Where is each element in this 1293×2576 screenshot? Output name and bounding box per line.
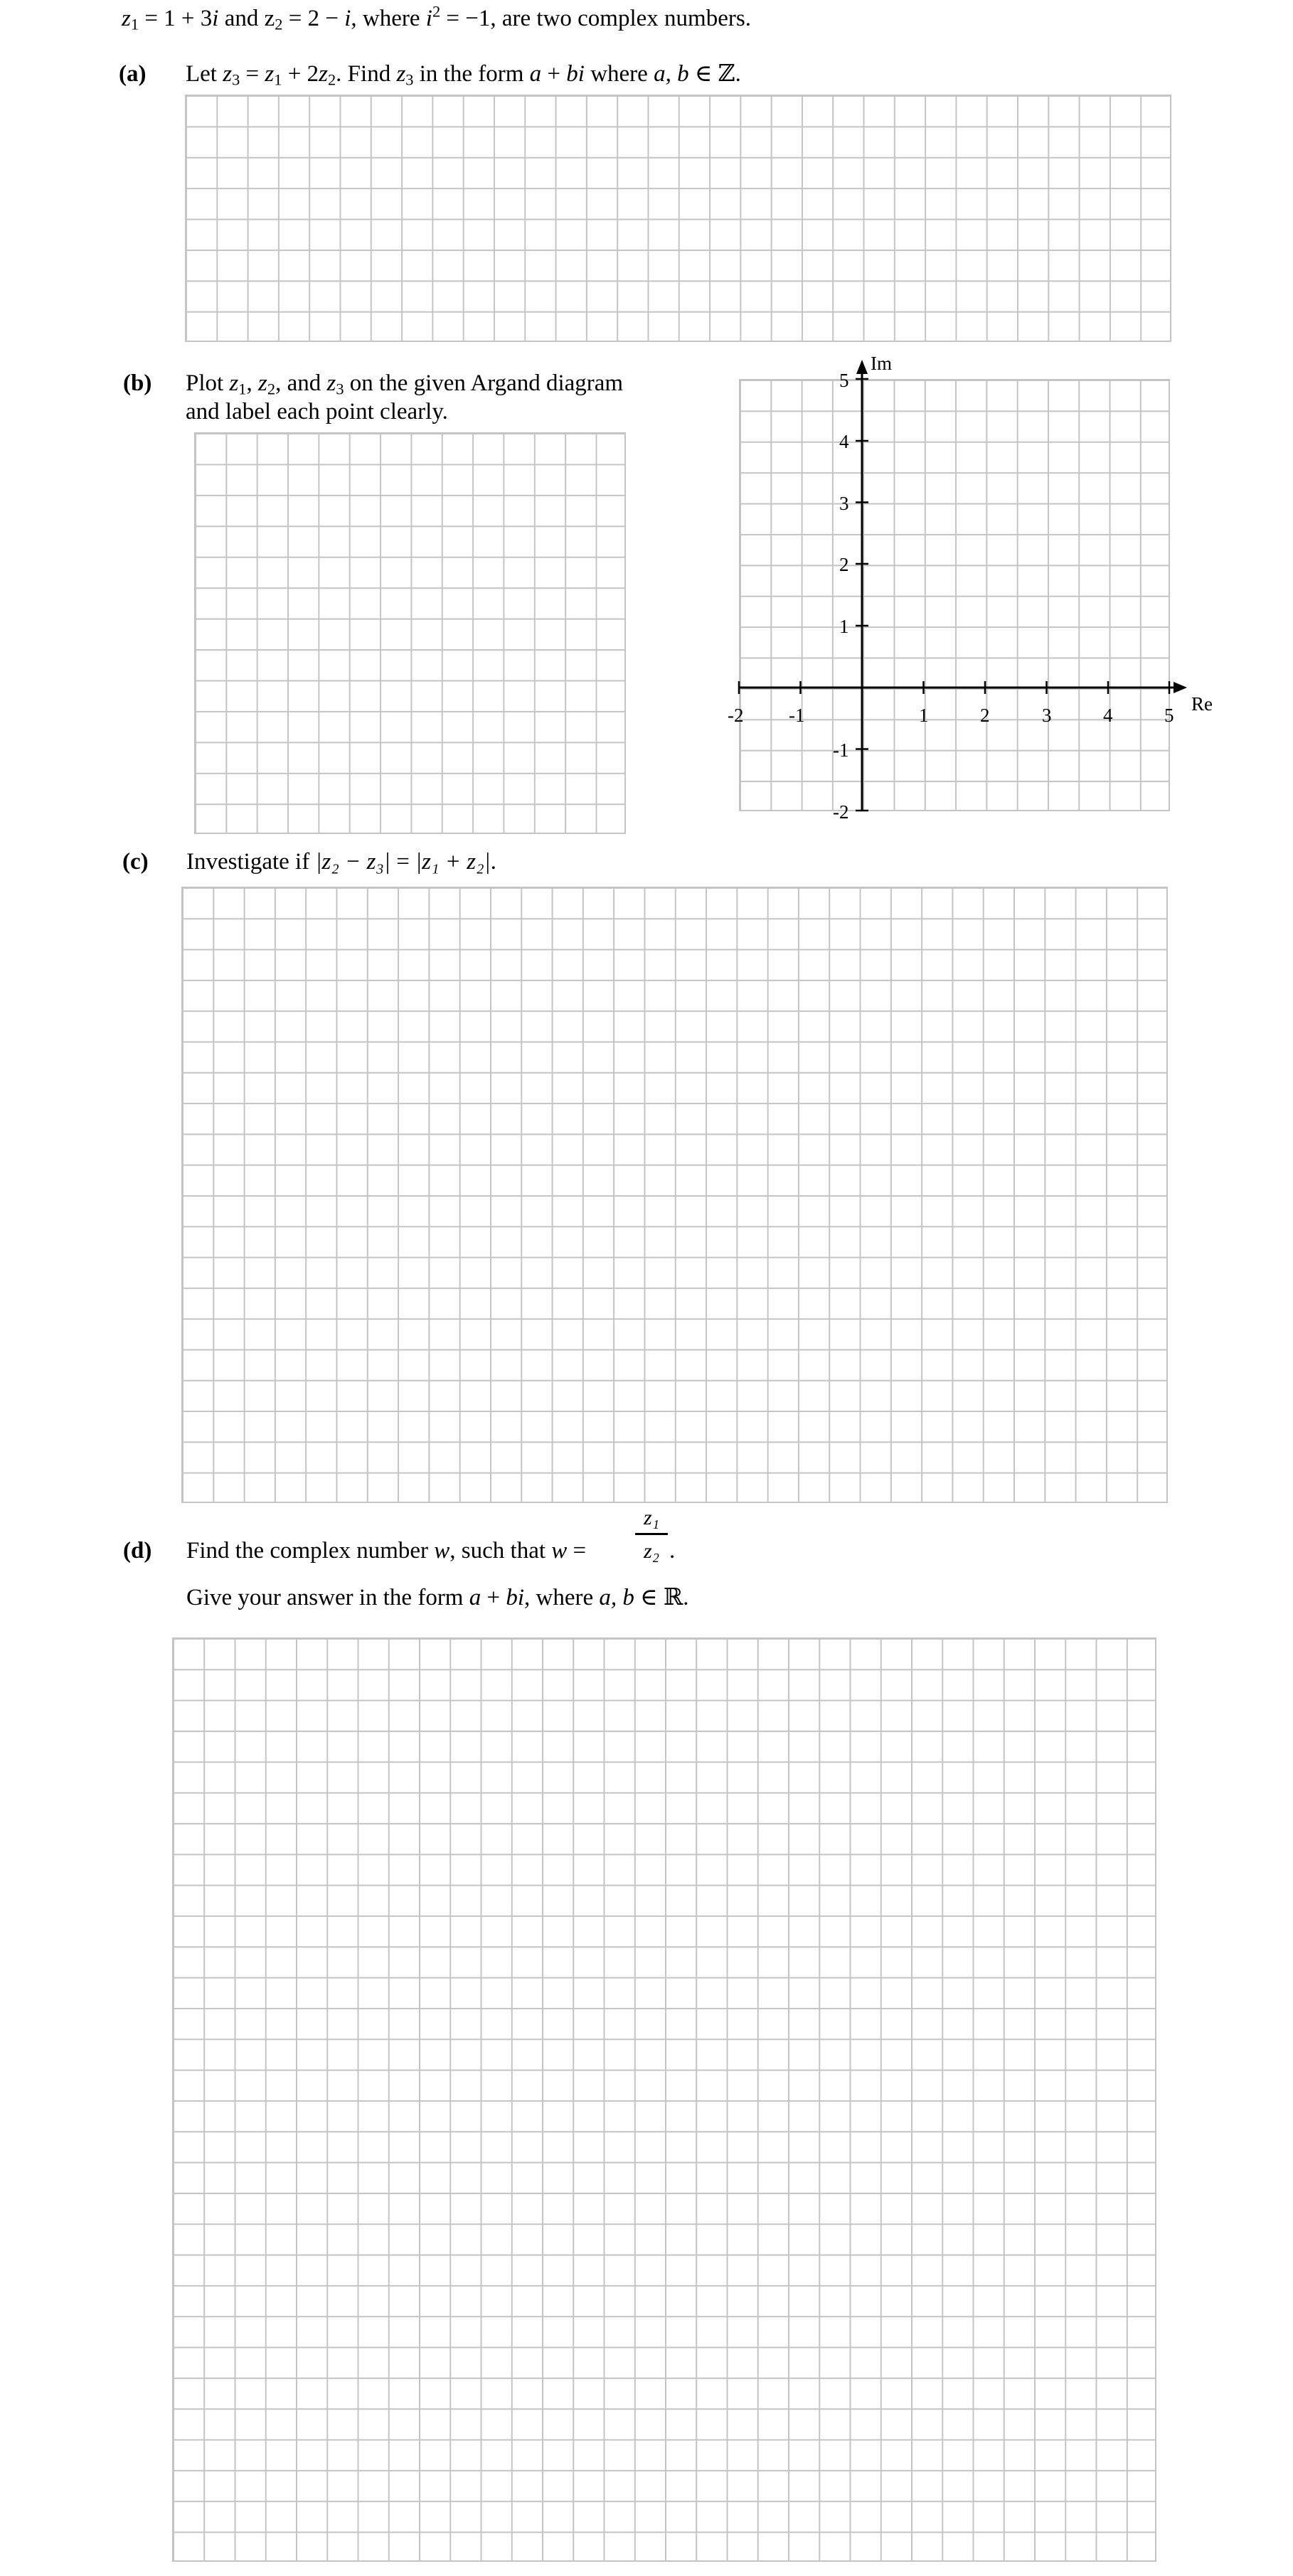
prompt-text: + 2 [282,61,319,87]
prompt-text: on the given Argand diagram [344,370,624,396]
w-var: w [434,1538,450,1564]
z1-sub: 1 [130,15,139,33]
part-d-label: (d) [123,1538,152,1564]
im-axis-arrow-icon [856,360,868,374]
intro-text: = 2 − [282,6,345,31]
fraction-period: . [669,1538,676,1564]
sub: 1 [274,70,282,89]
argand-diagram-axes [0,0,1293,853]
re-axis-label: Re [1191,693,1213,715]
real-set: ∈ ℝ. [634,1585,689,1610]
ab-vars: a, b [654,61,689,87]
i-var: i [212,6,219,31]
x-tick-label: -2 [728,705,744,726]
y-tick-label: 4 [839,431,849,452]
part-c-label: (c) [122,849,149,875]
x-tick-label: 5 [1164,705,1174,726]
part-b-label: (b) [123,370,152,396]
a-var: a [529,61,542,87]
re-axis-arrow-icon [1174,682,1187,693]
prompt-text: = [567,1538,587,1564]
x-tick-label: 4 [1103,705,1113,726]
prompt-text: , where [524,1585,600,1610]
prompt-text: + [481,1585,506,1610]
modulus-expression: |z₁ + z₂| [415,849,491,875]
i-var: i [344,6,351,31]
part-d-prompt-line1 [186,1539,586,1563]
a-var: a [469,1585,481,1610]
prompt-text: Investigate if [186,849,316,875]
y-tick-label: 2 [839,554,849,575]
y-tick-label: -2 [833,801,849,823]
prompt-text: . [490,849,496,875]
fraction-denominator: z₂ [643,1539,660,1563]
sub: 1 [238,380,247,398]
z2-var: z [258,370,267,396]
z3-var: z [396,61,406,87]
w-var: w [551,1538,568,1564]
ab-vars: a, b [599,1585,634,1610]
intro-text: , where [351,6,426,31]
modulus-expression: |z₂ − z₃| [315,849,390,875]
z1-var: z [265,61,275,87]
z3-var: z [223,61,233,87]
y-tick-label: -1 [833,739,849,761]
y-tick-label: 5 [839,370,849,391]
part-c-prompt [186,850,496,874]
exponent: 2 [432,2,441,21]
y-tick-label: 1 [839,616,849,637]
part-b-prompt-line2: and label each point clearly. [186,399,448,424]
prompt-text: Let [186,61,223,87]
x-tick-label: 3 [1042,705,1052,726]
z1-var: z [229,370,239,396]
z2-var: z [319,61,328,87]
sub: 2 [267,380,276,398]
z2-sub: 2 [275,15,283,33]
intro-text: = 1 + 3 [139,6,213,31]
sub: 3 [405,70,414,89]
y-tick-label: 3 [839,493,849,514]
prompt-text: in the form [413,61,530,87]
sub: 3 [336,380,344,398]
part-d-answer-grid[interactable] [172,1637,1156,2562]
sub: 2 [327,70,336,89]
bi-var: bi [506,1585,525,1610]
intro-text: = −1, are two complex numbers. [440,6,751,31]
prompt-text: . Find [336,61,397,87]
prompt-text: , [246,370,259,396]
prompt-text: Find the complex number [186,1538,435,1564]
prompt-text: where [584,61,654,87]
x-tick-label: 1 [919,705,929,726]
sub: 3 [232,70,240,89]
prompt-text: + [541,61,567,87]
prompt-text: Give your answer in the form [186,1585,469,1610]
part-d-prompt-line2 [186,1586,689,1610]
prompt-text: = [390,849,416,875]
bi-var: bi [566,61,585,87]
z3-var: z [326,370,336,396]
part-a-label: (a) [119,61,147,87]
x-tick-label: -1 [789,705,805,726]
integer-set: ∈ ℤ. [688,61,741,87]
intro-text: and z [218,6,275,31]
prompt-text: , and [275,370,327,396]
part-c-answer-grid[interactable] [181,887,1168,1503]
i-var: i [425,6,432,31]
im-axis-label: Im [871,353,892,374]
fraction-z1-over-z2 [635,1507,668,1562]
x-tick-label: 2 [980,705,990,726]
z1-var: z [122,6,131,31]
prompt-text: = [240,61,265,87]
prompt-text: , such that [449,1538,552,1564]
prompt-text: Plot [186,370,230,396]
fraction-numerator: z₁ [635,1507,668,1535]
